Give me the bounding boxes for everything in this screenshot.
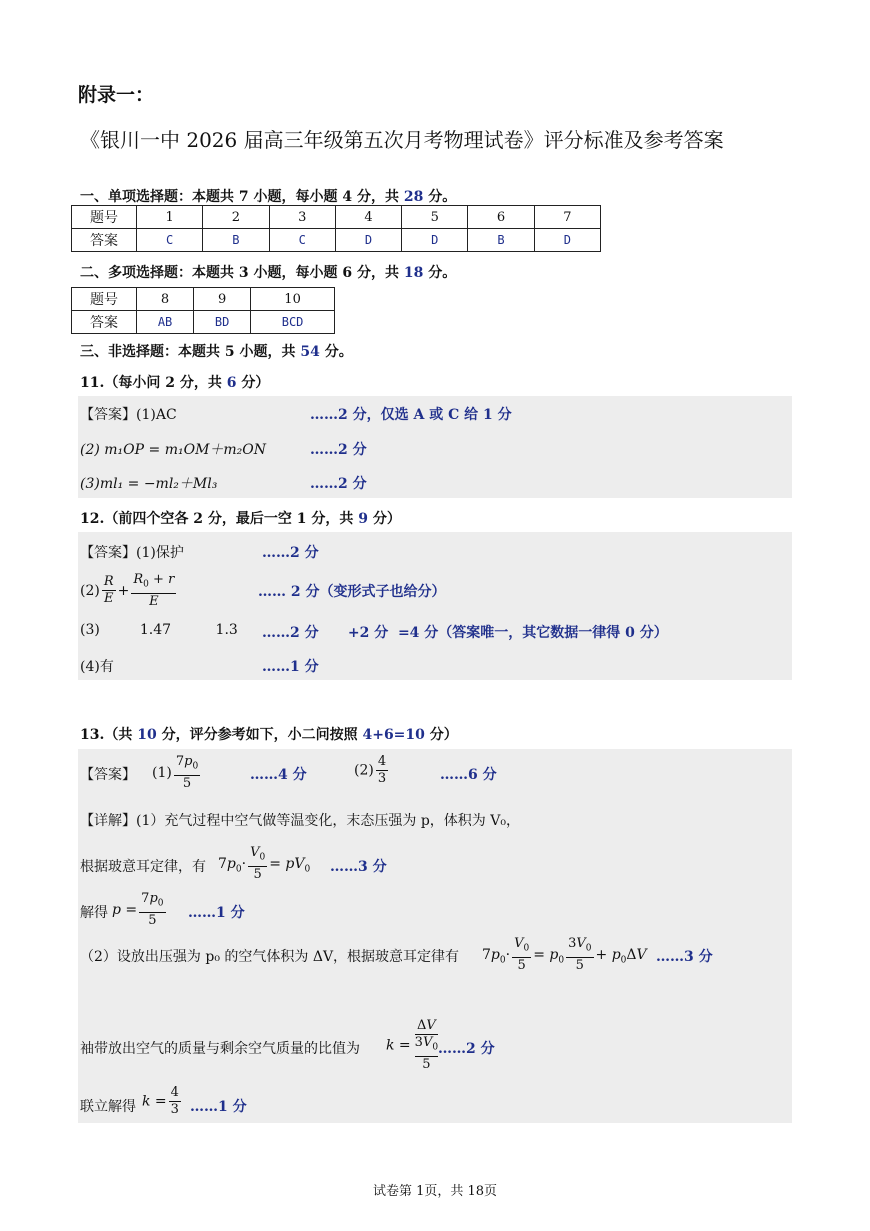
q13-answer-2: (2) $\frac{4}{3}$ xyxy=(354,754,387,786)
table-cell: 4 xyxy=(335,206,401,229)
q13-joint-text: 联立解得 xyxy=(80,1099,136,1115)
q13-part2-text: （2）设放出压强为 p₀ 的空气体积为 ΔV，根据玻意耳定律有 xyxy=(80,949,460,965)
q13-law-text: 根据玻意耳定律，有 xyxy=(80,859,206,875)
table-row xyxy=(72,311,335,334)
q13-solve-score: ……1 分 xyxy=(188,905,245,921)
q12-heading: 12.（前四个空各 2 分，最后一空 1 分，共 9 分） xyxy=(80,511,401,527)
q12-line-4-score: ……1 分 xyxy=(262,659,319,675)
q11-heading: 11.（每小问 2 分，共 6 分） xyxy=(80,375,270,391)
table-cell: 7 xyxy=(534,206,600,229)
q11-line-3: (3)ml₁ = −ml₂＋Ml₃ xyxy=(80,476,218,492)
answer-cell: BD xyxy=(194,311,251,334)
q13-law-score: ……3 分 xyxy=(330,859,387,875)
q12-line-2-formula: (2) $\frac{R}{E}$ + $\frac{R_0 + r}{E}$ xyxy=(80,572,175,609)
q13-part2-score: ……3 分 xyxy=(656,949,713,965)
answer-cell: BCD xyxy=(251,311,335,334)
q11-line-1: 【答案】(1)AC xyxy=(80,407,177,423)
q12-line-3-score: ……2 分 +2 分 =4 分（答案唯一，其它数据一律得 0 分） xyxy=(262,625,668,641)
q13-joint-formula: k = $\frac{4}{3}$ xyxy=(142,1085,179,1117)
q13-answer-1: (1) $\frac{7p_0}{5}$ xyxy=(152,754,199,791)
fraction-r-over-e: $\frac{R}{E}$ xyxy=(103,574,114,607)
q13-answer-2-score: ……6 分 xyxy=(440,767,497,783)
table-cell: 5 xyxy=(402,206,468,229)
page-footer: 试卷第 1页，共 18页 xyxy=(372,1184,498,1199)
table-header-cell: 题号 xyxy=(72,288,137,311)
section-2-title: 二、多项选择题：本题共 3 小题，每小题 6 分，共 18 分。 xyxy=(80,265,457,281)
q11-line-2: (2) m₁OP = m₁OM＋m₂ON xyxy=(80,442,267,458)
q13-ratio-text: 袖带放出空气的质量与剩余空气质量的比值为 xyxy=(80,1041,360,1057)
q13-part2-formula: $7p_0\cdot$ $\frac{V_0}{5}$ = $p_0$ $\frac{3V_0}{5}$ + $p_0\Delta V$ xyxy=(482,936,647,973)
q13-answer-label: 【答案】 xyxy=(80,767,136,783)
table-cell: 10 xyxy=(251,288,335,311)
q11-line-3-score: ……2 分 xyxy=(310,476,367,492)
q12-line-1-score: ……2 分 xyxy=(262,545,319,561)
section-1-title: 一、单项选择题：本题共 7 小题，每小题 4 分，共 28 分。 xyxy=(80,189,457,205)
q13-heading: 13.（共 10 分，评分参考如下，小二问按照 4+6=10 分） xyxy=(80,727,458,743)
q13-joint-score: ……1 分 xyxy=(190,1099,247,1115)
q12-answer-block xyxy=(78,532,792,680)
q12-line-3: (3) 1.47 1.3 xyxy=(80,622,238,638)
document-title: 《银川一中 2026 届高三年级第五次月考物理试卷》评分标准及参考答案 xyxy=(80,128,724,152)
q11-line-1-score: ……2 分，仅选 A 或 C 给 1 分 xyxy=(310,407,512,423)
answer-cell: B xyxy=(203,229,269,252)
q12-line-1: 【答案】(1)保护 xyxy=(80,545,184,561)
table-header-cell: 题号 xyxy=(72,206,137,229)
single-choice-table xyxy=(71,205,601,252)
table-cell: 8 xyxy=(137,288,194,311)
answer-cell: C xyxy=(269,229,335,252)
q13-ratio-formula: k = ΔV $3V_0$ 5 xyxy=(386,1018,439,1072)
table-cell: 6 xyxy=(468,206,534,229)
answer-cell: C xyxy=(137,229,203,252)
answer-cell: D xyxy=(402,229,468,252)
answer-cell: AB xyxy=(137,311,194,334)
q13-solve-text: 解得 xyxy=(80,905,108,921)
table-row xyxy=(72,206,601,229)
q11-line-2-score: ……2 分 xyxy=(310,442,367,458)
q13-detail-1: 【详解】(1）充气过程中空气做等温变化，末态压强为 p，体积为 V₀， xyxy=(80,813,520,829)
table-row xyxy=(72,229,601,252)
table-header-cell: 答案 xyxy=(72,311,137,334)
fraction-r0-plus-r-over-e: $\frac{R_0 + r}{E}$ xyxy=(133,572,175,609)
table-cell: 3 xyxy=(269,206,335,229)
answer-cell: B xyxy=(468,229,534,252)
table-row xyxy=(72,288,335,311)
table-cell: 9 xyxy=(194,288,251,311)
table-cell: 2 xyxy=(203,206,269,229)
multiple-choice-table xyxy=(71,287,335,334)
q13-answer-1-score: ……4 分 xyxy=(250,767,307,783)
section-3-title: 三、非选择题：本题共 5 小题，共 54 分。 xyxy=(80,344,353,360)
answer-cell: D xyxy=(534,229,600,252)
q13-solve-formula: p = $\frac{7p_0}{5}$ xyxy=(112,891,164,928)
q12-line-2-score: …… 2 分（变形式子也给分） xyxy=(258,584,446,600)
q12-line-4: (4)有 xyxy=(80,659,114,675)
table-cell: 1 xyxy=(137,206,203,229)
answer-cell: D xyxy=(335,229,401,252)
table-header-cell: 答案 xyxy=(72,229,137,252)
q13-law-formula: $7p_0\cdot$ $\frac{V_0}{5}$ = $pV_0$ xyxy=(218,845,311,882)
appendix-heading: 附录一： xyxy=(78,84,155,106)
q13-ratio-score: ……2 分 xyxy=(438,1041,495,1057)
